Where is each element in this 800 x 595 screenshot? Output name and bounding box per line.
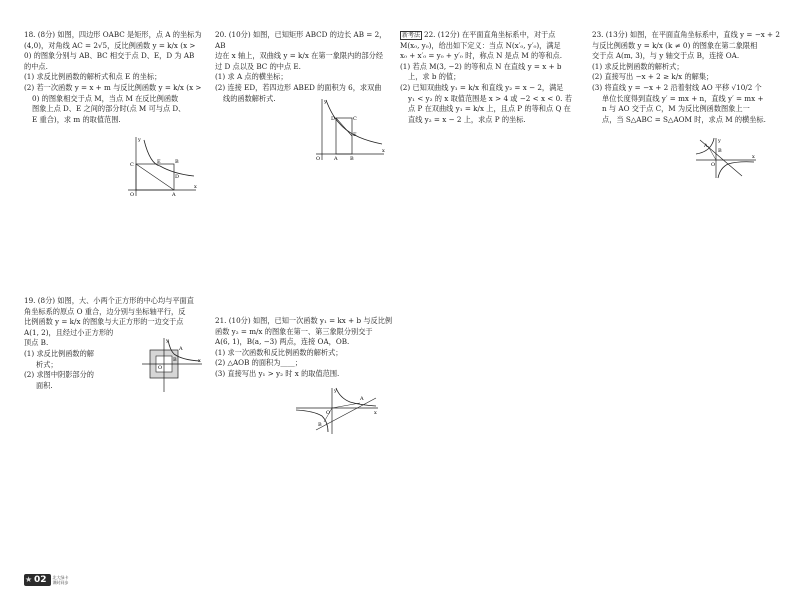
fig18-label-x: x	[194, 184, 197, 190]
problem-20-line: (1) 求 A 点的横坐标；	[215, 72, 288, 82]
problem-23-line: 23. (13分) 如图，在平面直角坐标系中，直线 y = −x + 2	[592, 30, 780, 39]
problem-19-line: (2) 求图中阴影部分的	[24, 370, 94, 380]
problem-21-line: 函数 y₂ = m/x 的图象在第一、第三象限分别交于	[215, 326, 373, 336]
fig18-label-o: O	[130, 192, 135, 198]
fig20-label-o: O	[316, 156, 321, 162]
fig21-label-a: A	[360, 396, 364, 402]
star-icon: ★	[25, 575, 33, 584]
problem-18-figure	[124, 134, 200, 198]
problem-20-figure	[312, 96, 388, 164]
page-number-badge	[24, 574, 51, 586]
problem-22-line: (2) 已知双曲线 y₁ = k/x 和直线 y₂ = x − 2，满足	[400, 82, 564, 92]
fig20-label-y: y	[324, 99, 327, 105]
fig23-label-x: x	[752, 154, 755, 160]
problem-19-line: (1) 求反比例函数的解	[24, 348, 94, 358]
problem-23	[592, 30, 782, 125]
fig20-label-b: B	[350, 156, 354, 162]
problem-23-line: 交于点 A(m, 3)，与 y 轴交于点 B，连接 OA.	[592, 51, 740, 61]
fig20-label-e: E	[353, 132, 357, 138]
fig23-label-o: O	[711, 162, 716, 168]
problem-22-line: 上，求 b 的值；	[408, 72, 461, 82]
problem-22-line: 直线 y₂ = x − 2 上，求点 P 的坐标.	[408, 114, 526, 124]
problem-23-figure	[694, 136, 758, 180]
problem-19-line: 顶点 B.	[24, 338, 49, 348]
fig19-label-o: O	[158, 365, 163, 371]
problem-22-line: 新考法 22. (12分) 在平面直角坐标系中，对于点	[402, 30, 556, 39]
problem-22-line: 点 P 在双曲线 y₁ = k/x 上，且点 P 的等和点 Q 在	[408, 104, 571, 114]
fig23-label-y: y	[718, 138, 721, 144]
problem-20-line: (2) 连接 ED，若四边形 ABED 的面积为 6，求双曲	[215, 82, 382, 92]
new-method-tag: 新考法	[402, 32, 421, 39]
fig23-label-b: B	[718, 148, 722, 154]
problem-19-line: A(1, 2)，且经过小正方形的	[24, 327, 114, 337]
problem-23-line: 点，当 S△ABC = S△AOM 时，求点 M 的横坐标.	[602, 114, 766, 124]
brand-line: 北大绿卡	[52, 575, 69, 580]
fig20-label-a: A	[334, 156, 338, 162]
problem-23-line: (2) 直接写出 −x + 2 ≥ k/x 的解集；	[592, 72, 714, 82]
problem-21-line: (2) △AOB 的面积为____；	[215, 358, 302, 368]
problem-19-line: 析式；	[36, 359, 58, 369]
problem-21-line: (1) 求一次函数和反比例函数的解析式；	[215, 347, 343, 357]
fig18-label-c: C	[130, 162, 134, 168]
fig21-label-x: x	[374, 410, 377, 416]
problem-18-line: 18. (8分) 如图，四边形 OABC 是矩形，点 A 的坐标为	[24, 30, 202, 39]
page-number: 02	[34, 575, 47, 585]
problem-22-line: (1) 若点 M(3, −2) 的等和点 N 在直线 y = x + b	[400, 61, 562, 71]
problem-18-line: E 重合)，求 m 的取值范围.	[32, 114, 121, 124]
fig18-label-y: y	[138, 137, 141, 143]
problem-21-line: 21. (10分) 如图，已知一次函数 y₁ = kx + b 与反比例	[215, 316, 393, 325]
problem-18-line: 的中点.	[24, 61, 48, 71]
problem-22-line: x₀ + x′₀ = y₀ + y′₀ 时，称点 N 是点 M 的等和点.	[400, 51, 563, 61]
fig20-label-d: D	[331, 116, 336, 122]
problem-22-line: y₁ < y₂ 的 x 取值范围是 x > 4 或 −2 < x < 0. 若	[408, 93, 572, 103]
problem-20-line: 20. (10分) 如图，已知矩形 ABCD 的边长 AB = 2，AB	[215, 30, 387, 50]
brand-line: 课时同步	[52, 580, 69, 585]
problem-21	[215, 316, 395, 380]
problem-22	[400, 30, 586, 125]
problem-21-line: A(6, 1)，B(a, −3) 两点，连接 OA，OB.	[215, 337, 350, 347]
problem-18-line: 0) 的图象分别与 AB、BC 相交于点 D、E，D 为 AB	[24, 51, 195, 61]
problem-22-line: M(x₀, y₀)，给出如下定义：当点 N(x′₀, y′₀)，满足	[400, 40, 561, 50]
fig18-label-b: B	[175, 159, 179, 165]
problem-18-line: 0) 的图象相交于点 M，当点 M 在反比例函数	[32, 93, 179, 103]
page-footer	[24, 574, 69, 586]
fig19-label-x: x	[198, 358, 201, 364]
problem-23-line: 单位长度得到直线 y′ = mx + n，直线 y′ = mx +	[602, 93, 764, 103]
problem-20-line: 过 D 点以及 BC 的中点 E.	[215, 61, 301, 71]
fig21-label-b: B	[318, 422, 322, 428]
problem-19-figure	[140, 336, 204, 394]
fig18-label-a: A	[172, 192, 176, 198]
brand-mark	[53, 575, 69, 585]
fig20-label-x: x	[382, 148, 385, 154]
fig18-label-e: E	[157, 159, 161, 165]
fig19-label-y: y	[166, 338, 169, 344]
problem-20-line: 线的函数解析式.	[223, 93, 276, 103]
fig18-label-d: D	[175, 174, 180, 180]
problem-20-line: 边在 x 轴上，双曲线 y = k/x 在第一象限内的部分经	[215, 51, 384, 61]
problem-21-line: (3) 直接写出 y₁ > y₂ 时 x 的取值范围.	[215, 368, 340, 378]
fig19-label-b: B	[173, 357, 177, 363]
problem-18-line: (2) 若一次函数 y = x + m 与反比例函数 y = k/x (x >	[24, 82, 202, 92]
problem-23-line: 与反比例函数 y = k/x (k ≠ 0) 的图象在第二象限相	[592, 40, 758, 50]
fig19-label-a: A	[179, 346, 183, 352]
fig20-label-c: C	[353, 116, 357, 122]
problem-19-line: 比例函数 y = k/x 的图象与大正方形的一边交于点	[24, 317, 184, 327]
problem-19-line: 19. (8分) 如图，大、小两个正方形的中心均与平面直	[24, 296, 194, 305]
problem-20	[215, 30, 393, 104]
fig21-label-y: y	[334, 388, 337, 394]
problem-21-figure	[294, 386, 380, 436]
problem-18-line: (4,0)，对角线 AC = 2√5，反比例函数 y = k/x (x >	[24, 40, 196, 50]
problem-23-line: (1) 求反比例函数的解析式；	[592, 61, 684, 71]
fig23-label-a: A	[704, 143, 708, 149]
problem-19-line: 角坐标系的原点 O 重合，边分别与坐标轴平行，反	[24, 306, 186, 316]
problem-18-line: (1) 求反比例函数的解析式和点 E 的坐标；	[24, 72, 162, 82]
problem-23-line: n 与 AO 交于点 C，M 为反比例函数图象上一	[602, 104, 750, 114]
problem-23-line: (3) 将直线 y = −x + 2 沿着射线 AO 平移 √10/2 个	[592, 82, 762, 92]
problem-19-line: 面积.	[36, 380, 53, 390]
problem-18-line: 图象上点 D、E 之间的部分时(点 M 可与点 D、	[32, 104, 186, 114]
problem-18	[24, 30, 202, 125]
fig21-label-o: O	[326, 410, 331, 416]
